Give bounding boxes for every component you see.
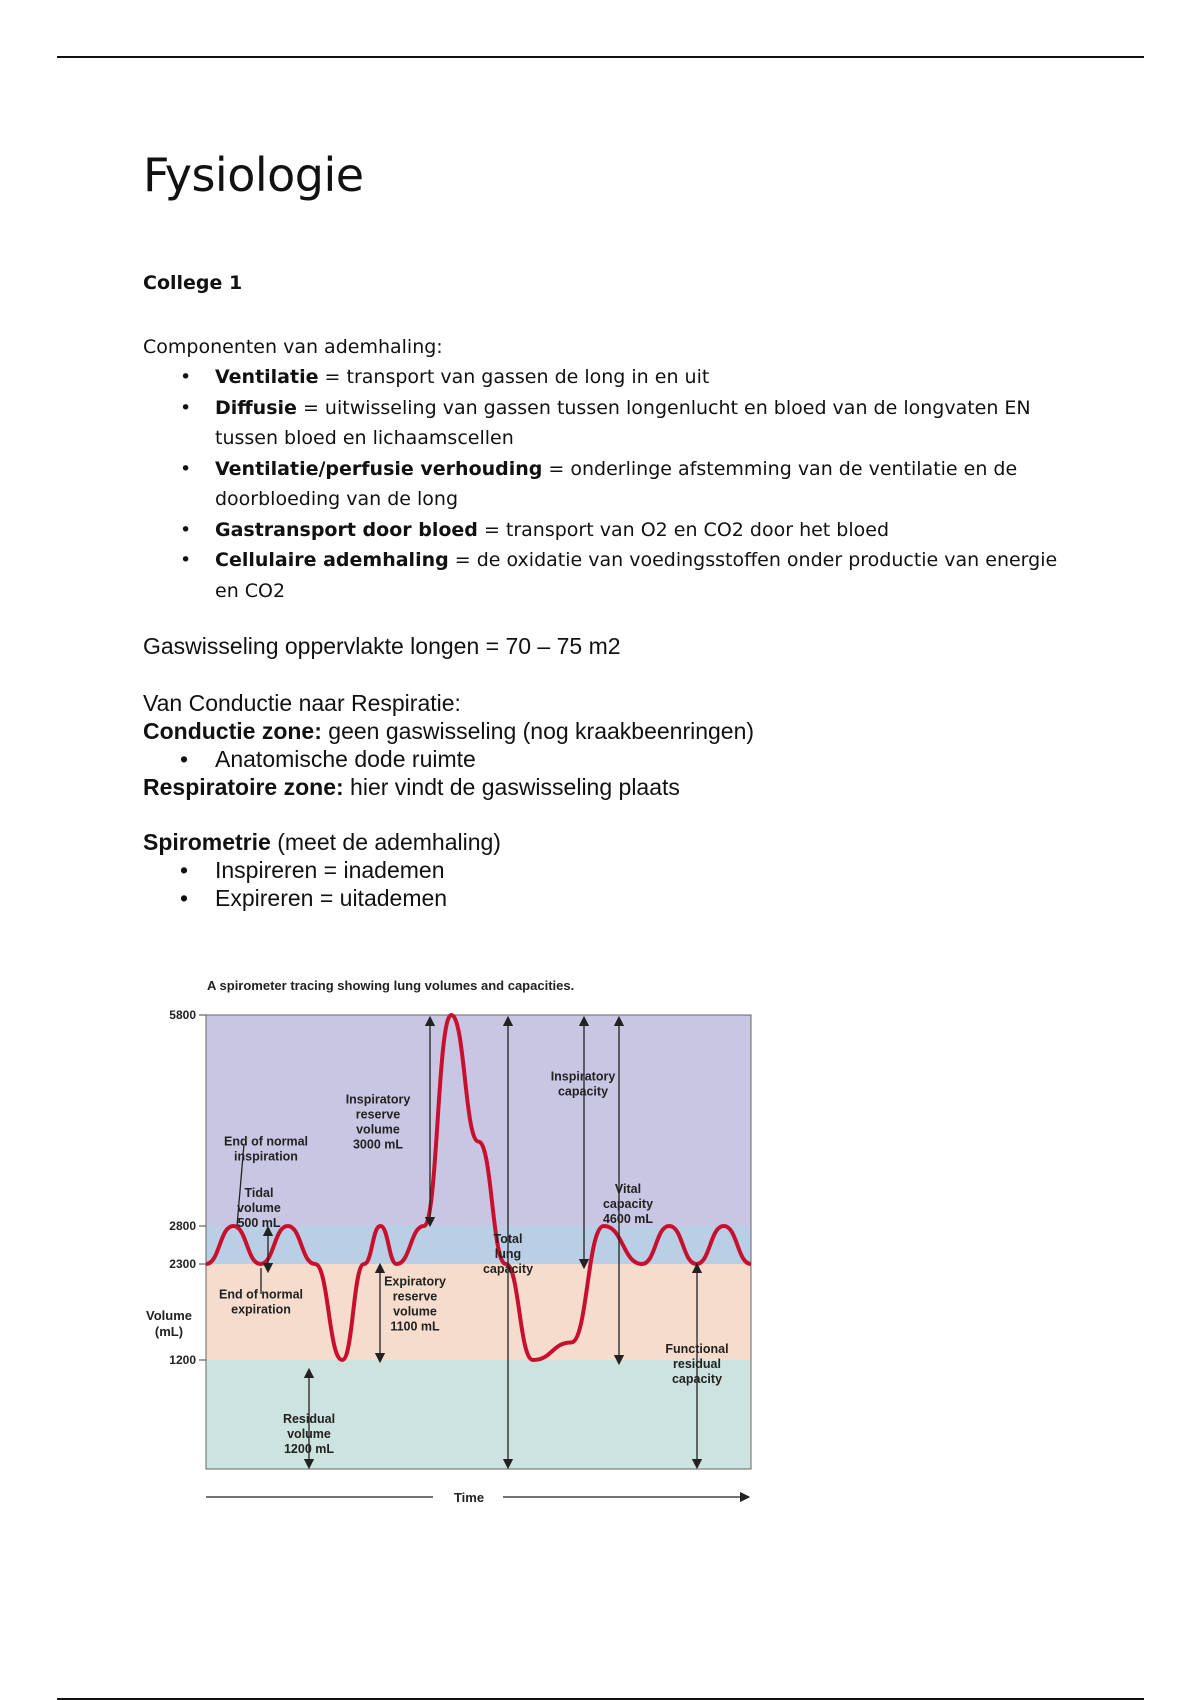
y-tick-label: 2800 (169, 1219, 196, 1233)
label-tidal-volume: Tidal volume 500 mL (237, 1186, 281, 1230)
y-tick-label: 1200 (169, 1353, 196, 1367)
label-end-inspiration: End of normal inspiration (223, 1134, 309, 1164)
spirometry-block (143, 828, 501, 912)
label-residual-volume: Residual volume 1200 mL (282, 1412, 336, 1456)
y-axis-label: Volume (mL) (146, 1308, 192, 1339)
label-frc: Functional residual capacity (665, 1342, 729, 1386)
page-title: Fysiologie (143, 148, 364, 202)
components-intro: Componenten van ademhaling: (143, 336, 443, 358)
label-vital-capacity: Vital capacity 4600 mL (602, 1182, 654, 1226)
list-item: • Diffusie = uitwisseling van gassen tussen longenlucht en bloed van de longvaten EN tussen bloed en lichaamscellen (180, 396, 1031, 449)
label-inspiratory-capacity: Inspiratory capacity (550, 1069, 616, 1099)
label-erv: Expiratory reserve volume 1100 mL (384, 1274, 446, 1334)
x-axis-label: Time (453, 1490, 485, 1505)
list-item: • Ventilatie/perfusie verhouding = onderlinge afstemming van de ventilatie en de doorbloeding van de long (180, 457, 1018, 510)
y-tick-label: 2300 (169, 1257, 196, 1271)
conduction-block (143, 689, 754, 801)
spirometry-heading: Spirometrie (meet de ademhaling) (143, 829, 501, 855)
label-irv: Inspiratory reserve volume 3000 mL (345, 1092, 411, 1152)
section-heading: College 1 (143, 272, 243, 294)
list-item: • Inspireren = inademen (180, 857, 445, 883)
list-item: • Cellulaire ademhaling = de oxidatie van voedingsstoffen onder productie van energie en CO2 (180, 549, 1058, 602)
spirometry-list (143, 856, 501, 912)
label-end-expiration: End of normal expiration (218, 1287, 304, 1317)
zone-tidal-volume (206, 1226, 751, 1264)
chart-title: A spirometer tracing showing lung volumes and capacities. (207, 978, 575, 993)
conduction-zone-line: Conductie zone: geen gaswisseling (nog kraakbeenringen) (143, 718, 755, 744)
conduction-intro: Van Conductie naar Respiratie: (143, 690, 461, 716)
components-list (143, 362, 1083, 606)
header-rule (57, 56, 1144, 58)
list-item: • Gastransport door bloed = transport van O2 en CO2 door het bloed (180, 518, 890, 541)
conduction-list (143, 745, 754, 773)
list-item: • Anatomische dode ruimte (180, 746, 476, 772)
respiratory-zone-line: Respiratoire zone: hier vindt de gaswisseling plaats (143, 774, 680, 800)
surface-area-line: Gaswisseling oppervlakte longen = 70 – 75 m2 (143, 633, 621, 659)
y-tick-label: 5800 (169, 1008, 196, 1022)
label-total-lung-capacity: Total lung capacity (482, 1232, 534, 1276)
spirometer-figure (143, 968, 763, 1520)
zone-inspiratory-reserve-volume (206, 1015, 751, 1226)
list-item: • Ventilatie = transport van gassen de long in en uit (180, 366, 710, 388)
spirometer-chart (143, 968, 763, 1520)
list-item: • Expireren = uitademen (180, 885, 448, 911)
